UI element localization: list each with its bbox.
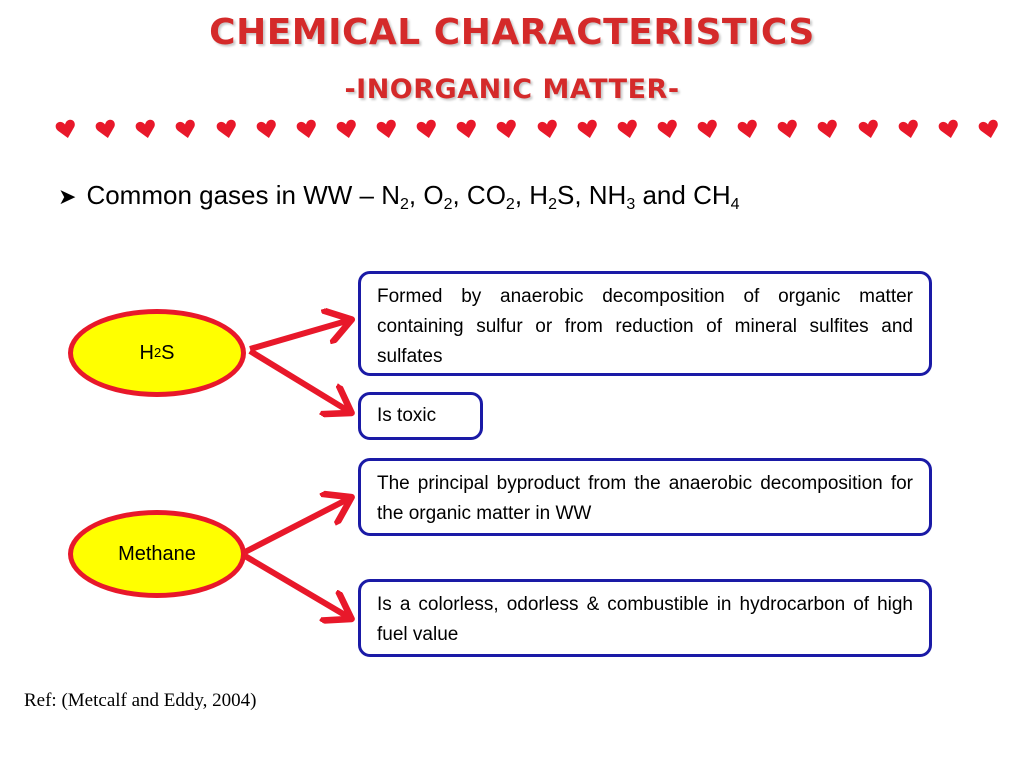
heart-icon	[617, 118, 639, 140]
heart-icon	[456, 118, 478, 140]
heart-icon	[537, 118, 559, 140]
heart-icon	[577, 118, 599, 140]
heart-icon	[938, 118, 960, 140]
heart-icon	[175, 118, 197, 140]
methane-byproduct-box: The principal byproduct from the anaerobic decomposition for the organic matter in WW	[358, 458, 932, 536]
arrow-bullet-icon: ➤	[58, 184, 77, 209]
common-gases-bullet: ➤ Common gases in WW – $N_2$, $O_2$, $CO_2$, $H_2S$, $NH_3$ and $CH_4$	[58, 180, 740, 213]
arrow-h2s-to-toxic	[250, 351, 350, 412]
heart-icon	[95, 118, 117, 140]
bullet-prefix: Common gases in WW –	[86, 180, 382, 210]
heart-icon	[55, 118, 77, 140]
heart-icon	[657, 118, 679, 140]
heart-icon	[978, 118, 1000, 140]
gas-ch4: $CH_4$	[693, 180, 740, 213]
gas-nh3: $NH_3$	[588, 180, 636, 213]
h2s-formation-box: Formed by anaerobic decomposition of organic matter containing sulfur or from reduction of mineral sulfites and sulfates	[358, 271, 932, 376]
gas-o2: $O_2$	[423, 180, 453, 213]
heart-divider	[55, 118, 1000, 140]
heart-icon	[697, 118, 719, 140]
heart-icon	[858, 118, 880, 140]
heart-icon	[496, 118, 518, 140]
methane-properties-box: Is a colorless, odorless & combustible in hydrocarbon of high fuel value	[358, 579, 932, 657]
heart-icon	[416, 118, 438, 140]
arrow-h2s-to-formation	[250, 320, 350, 349]
gas-co2: $CO_2$	[466, 180, 515, 213]
heart-icon	[216, 118, 238, 140]
gas-h2s: $H_2S$	[529, 180, 575, 213]
heart-icon	[898, 118, 920, 140]
gas-n2: $N_2$	[381, 180, 409, 213]
reference-citation: Ref: (Metcalf and Eddy, 2004)	[24, 690, 257, 711]
arrow-methane-to-byproduct	[245, 498, 350, 552]
heart-icon	[256, 118, 278, 140]
slide-title: CHEMICAL CHARACTERISTICS	[209, 12, 815, 53]
h2s-toxic-box: Is toxic	[358, 392, 483, 440]
slide-subtitle: -INORGANIC MATTER-	[344, 74, 680, 105]
arrow-methane-to-properties	[245, 556, 350, 618]
heart-icon	[376, 118, 398, 140]
heart-icon	[737, 118, 759, 140]
heart-icon	[135, 118, 157, 140]
h2s-node: H 2 S	[68, 309, 246, 397]
methane-node: Methane	[68, 510, 246, 598]
heart-icon	[817, 118, 839, 140]
heart-icon	[296, 118, 318, 140]
heart-icon	[336, 118, 358, 140]
heart-icon	[777, 118, 799, 140]
